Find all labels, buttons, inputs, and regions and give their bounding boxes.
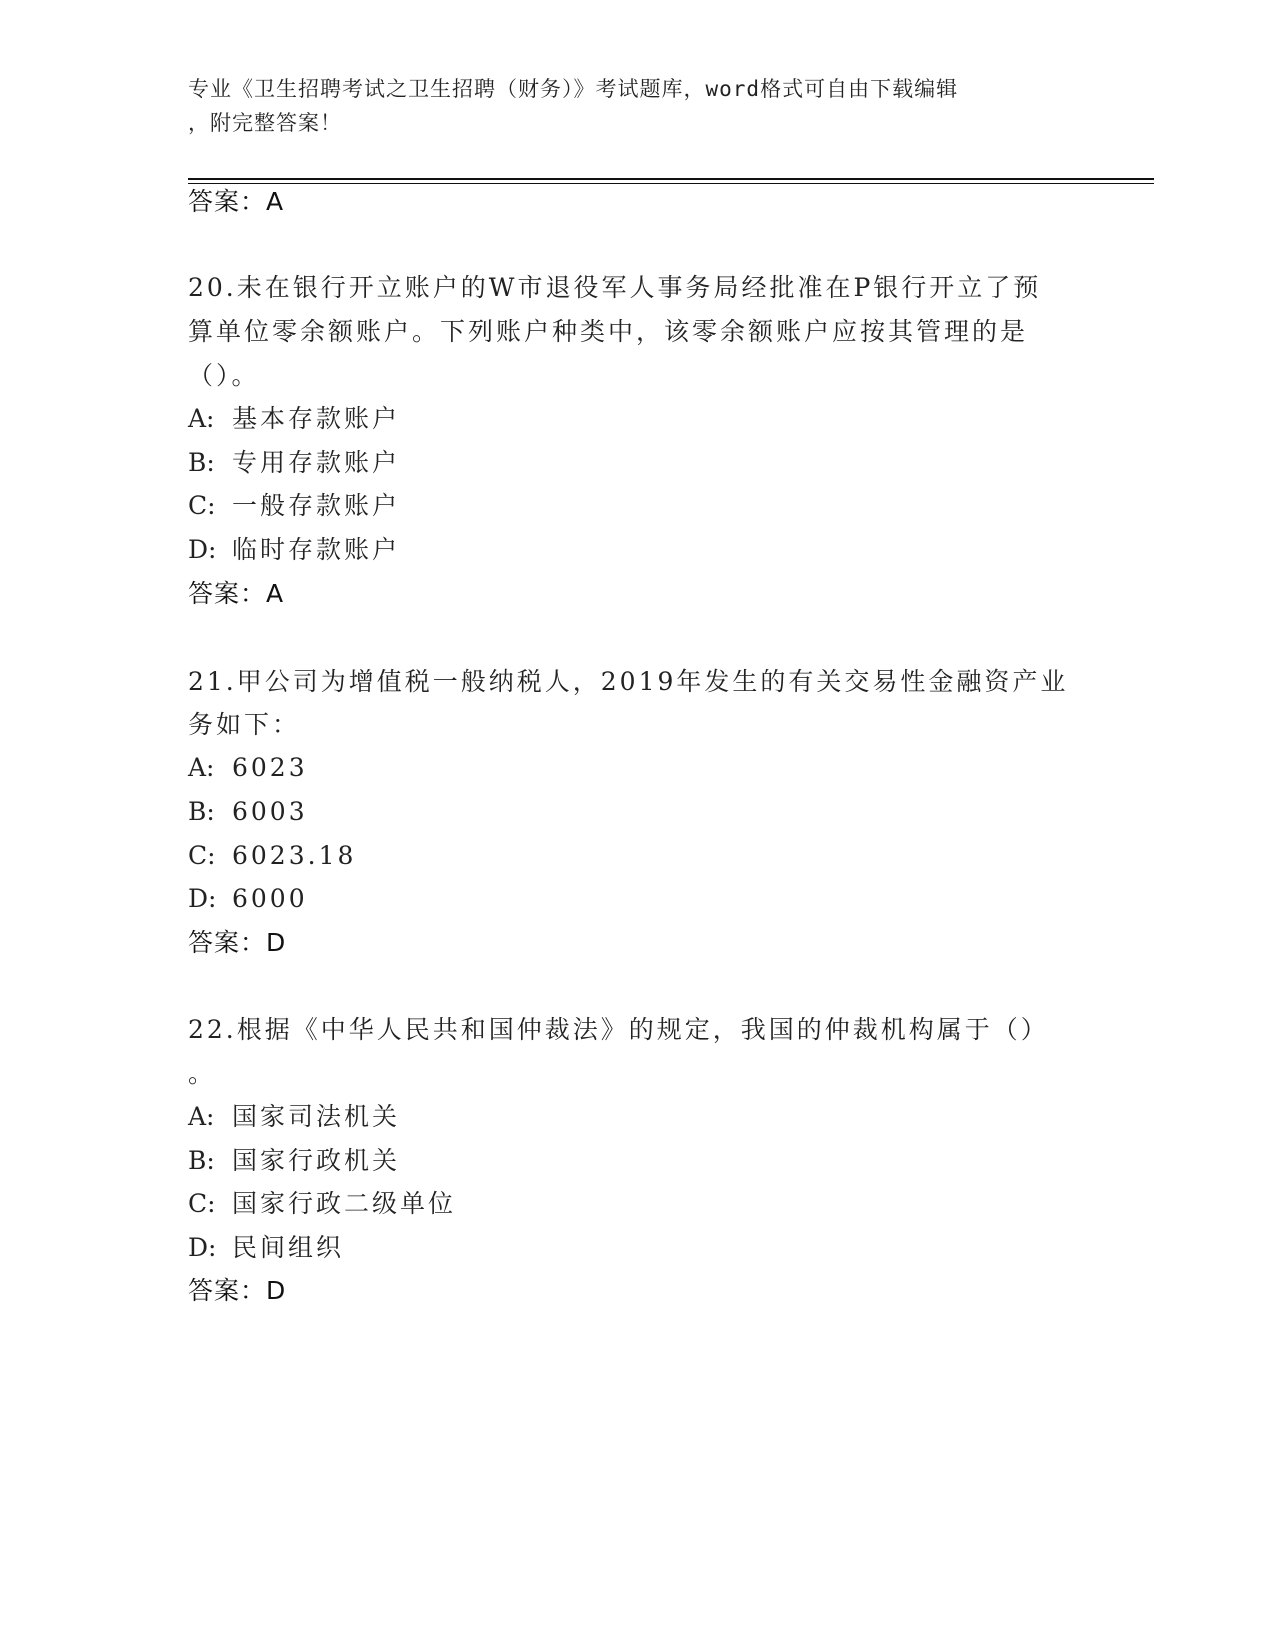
question-20-line-1: 20.未在银行开立账户的W市退役军人事务局经批准在P银行开立了预 xyxy=(188,273,1042,302)
option-letter: B: xyxy=(188,448,215,477)
option-letter: A: xyxy=(188,404,215,433)
option-text: 国家行政机关 xyxy=(232,1146,401,1175)
question-22-option-b xyxy=(188,1145,400,1177)
question-21-option-a xyxy=(188,752,308,784)
option-letter: D: xyxy=(188,884,217,913)
question-21-option-c xyxy=(188,840,356,872)
question-22-line-1: 22.根据《中华人民共和国仲裁法》的规定，我国的仲裁机构属于（） xyxy=(188,1015,1049,1044)
question-20-option-c xyxy=(188,490,400,522)
option-letter: D: xyxy=(188,535,217,564)
question-21-option-b xyxy=(188,796,308,828)
question-20-line-3: （）。 xyxy=(188,361,260,390)
question-21-line-1: 21.甲公司为增值税一般纳税人，2019年发生的有关交易性金融资产业 xyxy=(188,667,1069,696)
question-22-option-d xyxy=(188,1232,344,1264)
header-line-1: 专业《卫生招聘考试之卫生招聘（财务）》考试题库，word格式可自由下载编辑 xyxy=(188,77,959,101)
option-text: 专用存款账户 xyxy=(232,448,401,477)
question-21-option-d xyxy=(188,883,308,915)
option-text: 6023 xyxy=(232,753,308,782)
option-letter: C: xyxy=(188,841,216,870)
question-20-option-d xyxy=(188,534,400,566)
option-text: 6000 xyxy=(232,884,308,913)
option-letter: A: xyxy=(188,1102,215,1131)
question-20-option-b xyxy=(188,447,400,479)
option-letter: B: xyxy=(188,1146,215,1175)
option-text: 6023.18 xyxy=(232,841,357,870)
question-22-line-2: 。 xyxy=(188,1059,217,1088)
option-letter: C: xyxy=(188,1189,216,1218)
option-letter: B: xyxy=(188,797,215,826)
question-22-answer: 答案：D xyxy=(188,1276,287,1305)
option-text: 国家司法机关 xyxy=(232,1102,401,1131)
option-letter: A: xyxy=(188,753,215,782)
option-text: 基本存款账户 xyxy=(232,404,401,433)
header-divider-thick xyxy=(188,178,1154,180)
question-20-line-2: 算单位零余额账户。下列账户种类中，该零余额账户应按其管理的是 xyxy=(188,317,1029,346)
option-text: 一般存款账户 xyxy=(232,491,401,520)
header-divider-thin xyxy=(188,183,1154,184)
question-21-line-2: 务如下： xyxy=(188,710,301,739)
question-22-option-a xyxy=(188,1101,400,1133)
question-20-answer: 答案：A xyxy=(188,579,285,608)
header-line-2: ，附完整答案！ xyxy=(188,111,342,135)
option-letter: C: xyxy=(188,491,216,520)
option-text: 临时存款账户 xyxy=(232,535,401,564)
option-text: 6003 xyxy=(232,797,308,826)
question-21-answer: 答案：D xyxy=(188,928,287,957)
question-20-option-a xyxy=(188,403,400,435)
option-text: 民间组织 xyxy=(232,1233,345,1262)
answer-previous: 答案：A xyxy=(188,187,285,216)
question-22-option-c xyxy=(188,1188,456,1220)
document-header xyxy=(188,72,1088,140)
option-text: 国家行政二级单位 xyxy=(232,1189,457,1218)
option-letter: D: xyxy=(188,1233,217,1262)
